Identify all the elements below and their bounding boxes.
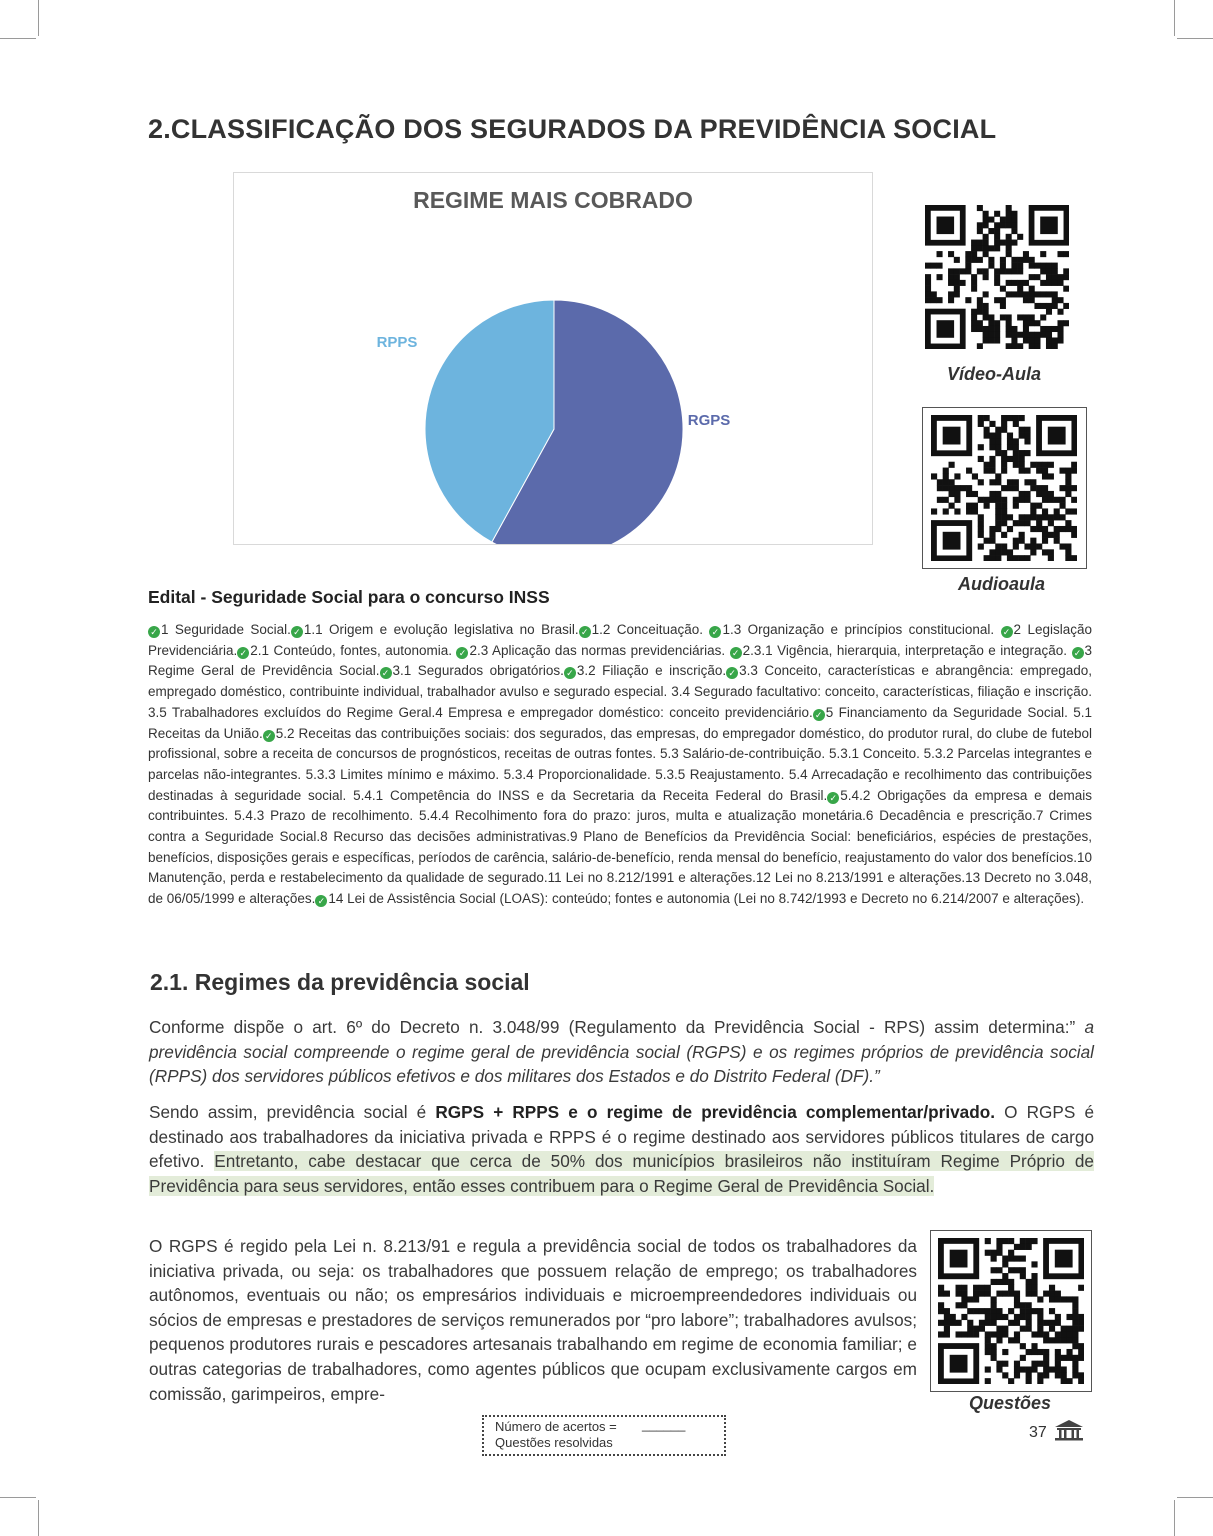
qr-code-icon[interactable] xyxy=(931,415,1077,561)
edital-list xyxy=(148,620,1092,910)
pie-label-rgps: RGPS xyxy=(687,412,731,429)
check-icon: ✓ xyxy=(564,667,576,679)
paragraph-text: O RGPS é destinado aos trabalhadores da iniciativa privada e RPPS é o regime destinado aos servidores públicos titulares de cargo efetivo. xyxy=(149,1102,1094,1172)
edital-item: 1 Seguridade Social. xyxy=(161,622,291,637)
score-label-correct: Número de acertos = xyxy=(495,1419,617,1434)
check-icon: ✓ xyxy=(579,626,591,638)
building-columns-icon xyxy=(1053,1419,1085,1441)
edital-item: 5.2 Receitas das contribuições sociais: dos segurados, das empresas, do empregador doméstico, do produtor rural, do clube de futebol profissional, sobre a receita de concursos de prognósticos, receitas de outras fontes. 5.3 Salário-de-contribuição. 5.3.1 Conceito. 5.3.2 Parcelas integrantes e parcelas não-integrantes. 5.3.3 Limites mínimo e máximo. 5.3.4 Proporcionalidade. 5.3.5 Reajustamento. 5.4 Arrecadação e recolhimento das contribuições destinadas à seguridade social. 5.4.1 Competência do INSS e da Secretaria da Receita Federal do Brasil. xyxy=(148,725,1092,803)
edital-item: 3.2 Filiação e inscrição. xyxy=(576,663,727,679)
edital-item: 3.1 Segurados obrigatórios. xyxy=(392,663,564,679)
check-icon: ✓ xyxy=(730,647,742,659)
check-icon: ✓ xyxy=(1001,626,1013,638)
score-box xyxy=(482,1415,726,1456)
crop-mark xyxy=(0,1497,36,1498)
qr-label-audioaula: Audioaula xyxy=(958,574,1046,594)
check-icon: ✓ xyxy=(315,895,327,907)
check-icon: ✓ xyxy=(1072,647,1084,659)
edital-item: 1.2 Conceituação. xyxy=(591,622,710,637)
check-icon: ✓ xyxy=(291,626,303,638)
edital-item: 2.3 Aplicação das normas previdenciárias. xyxy=(469,642,730,658)
check-icon: ✓ xyxy=(456,647,468,659)
paragraph-text: O RGPS é regido pela Lei n. 8.213/91 e regula a previdência social de todos os trabalhadores da iniciativa privada, ou seja: os trabalhadores que possuem relação de emprego; os trabalhadores autônomos, eventuais ou não; os empresários individuais e microempreendedores individuais ou sócios de empresas e prestadores de serviços remunerados por “pro labore”; trabalhadores avulsos; pequenos produtores rurais e pescadores artesanais trabalhando em regime de economia familiar; e outras categorias de trabalhadores, como agentes públicos que ocupam exclusivamente cargos em comissão, garimpeiros, empre- xyxy=(149,1236,917,1404)
check-icon: ✓ xyxy=(148,626,160,638)
pie-label-rpps: RPPS xyxy=(376,334,418,351)
pie-chart xyxy=(233,172,873,545)
paragraph-rgps xyxy=(149,1234,917,1406)
check-icon: ✓ xyxy=(813,709,825,721)
paragraph-text: Conforme dispõe o art. 6º do Decreto n. 3.048/99 (Regulamento da Previdência Social - RPS) assim determina:” xyxy=(149,1017,1076,1037)
edital-title: Edital - Seguridade Social para o concurso INSS xyxy=(148,587,550,607)
chart-title: REGIME MAIS COBRADO xyxy=(413,187,693,213)
edital-item: 3 Regime Geral de Previdência Social. xyxy=(148,642,1093,679)
edital-item: 2 Legislação Previdenciária. xyxy=(148,622,1092,658)
quote-text: a previdência social compreende o regime geral de previdência social (RGPS) e os regimes próprios de previdência social (RPPS) dos servidores públicos efetivos e dos militares dos Estados e do Distrito Federal (DF).” xyxy=(149,1017,1095,1087)
paragraph-text: Sendo assim, previdência social é xyxy=(149,1102,436,1122)
edital-item: 2.3.1 Vigência, hierarquia, interpretação e integração. xyxy=(742,642,1072,658)
qr-label-questoes: Questões xyxy=(969,1393,1052,1413)
qr-code-icon[interactable] xyxy=(925,205,1069,349)
edital-item: 1.1 Origem e evolução legislativa no Brasil. xyxy=(303,622,579,637)
edital-item: 2.1 Conteúdo, fontes, autonomia. xyxy=(250,642,457,658)
crop-mark xyxy=(38,1500,39,1536)
score-blank: ______ xyxy=(642,1417,686,1432)
edital-item: 3.3 Conceito, características e abrangência: empregado, empregado doméstico, contribuinte individual, trabalhador avulso e segurado especial. 3.4 Segurado facultativo: conceito, características, filiação e inscrição. 3.5 Trabalhadores excluídos do Regime Geral.4 Empresa e empregador doméstico: conceito previdenciário. xyxy=(148,663,1092,720)
qr-code-icon[interactable] xyxy=(938,1238,1084,1384)
edital-item: 14 Lei de Assistência Social (LOAS): conteúdo; fontes e autonomia (Lei no 8.742/1993 e Decreto no 6.214/2007 e alterações). xyxy=(328,891,1085,907)
check-icon: ✓ xyxy=(237,647,249,659)
check-icon: ✓ xyxy=(827,792,839,804)
check-icon: ✓ xyxy=(726,667,738,679)
crop-mark xyxy=(1177,38,1213,39)
crop-mark xyxy=(1177,1497,1213,1498)
check-icon: ✓ xyxy=(263,730,275,742)
edital-item: 1.3 Organização e princípios constitucional. xyxy=(722,622,1001,637)
bold-text: RGPS + RPPS e o regime de previdência complementar/privado. xyxy=(435,1102,995,1122)
paragraph-decreto xyxy=(149,1015,1094,1089)
crop-mark xyxy=(1174,0,1175,36)
score-label-resolved: Questões resolvidas xyxy=(495,1435,613,1450)
check-icon: ✓ xyxy=(380,667,392,679)
page-number: 37 xyxy=(1029,1424,1047,1441)
page-heading: 2.CLASSIFICAÇÃO DOS SEGURADOS DA PREVIDÊNCIA SOCIAL xyxy=(148,114,997,144)
section-title: 2.1. Regimes da previdência social xyxy=(150,969,530,995)
edital-item: 5 Financiamento da Seguridade Social. 5.1 Receitas da União. xyxy=(148,704,1092,741)
crop-mark xyxy=(1174,1500,1175,1536)
crop-mark xyxy=(38,0,39,36)
qr-label-video-aula: Vídeo-Aula xyxy=(947,364,1042,384)
pie-chart-svg xyxy=(234,173,872,544)
crop-mark xyxy=(0,38,36,39)
check-icon: ✓ xyxy=(709,626,721,638)
highlighted-text: Entretanto, cabe destacar que cerca de 50% dos municípios brasileiros não instituíram Regime Próprio de Previdência para seus servidores, então esses contribuem para o Regime Geral de Previdência Social. xyxy=(149,1151,1094,1196)
edital-item: 5.4.2 Obrigações da empresa e demais contribuintes. 5.4.3 Prazo de recolhimento. 5.4.4 Recolhimento fora do prazo: juros, multa e atualização monetária.6 Decadência e prescrição.7 Crimes contra a Seguridade Social.8 Recurso das decisões administrativas.9 Plano de Benefícios da Previdência Social: beneficiários, espécies de prestações, benefícios, disposições gerais e específicas, períodos de carência, salário-de-benefício, renda mensal do benefício, reajustamento do valor dos benefícios.10 Manutenção, perda e restabelecimento da qualidade de segurado.11 Lei no 8.212/1991 e alterações.12 Lei no 8.213/1991 e alterações.13 Decreto no 3.048, de 06/05/1999 e alterações. xyxy=(148,787,1092,907)
paragraph-sendo-assim xyxy=(149,1100,1094,1198)
